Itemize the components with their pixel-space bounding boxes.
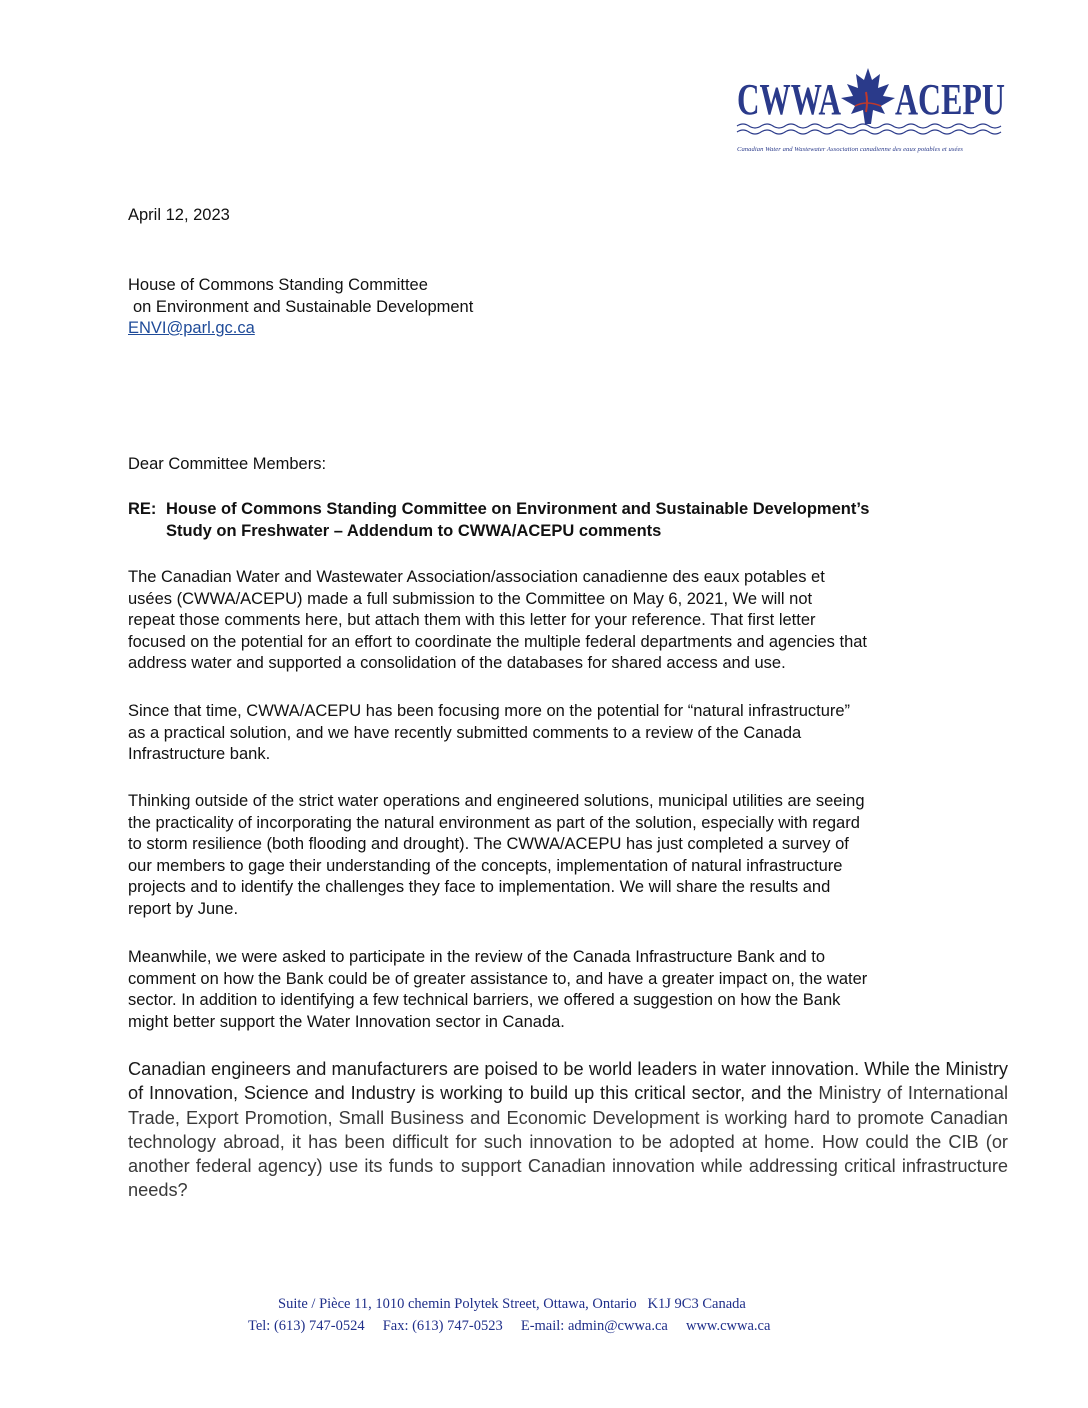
paragraph-line: report by June. (128, 899, 239, 918)
logo-graphic (735, 62, 1010, 146)
paragraph-line: comment on how the Bank could be of greater assistance to, and have a greater impact on, the water (128, 969, 868, 988)
subject-line-2: Study on Freshwater – Addendum to CWWA/ACEPU comments (166, 522, 662, 540)
paragraph-line: projects and to identify the challenges they face to implementation. We will share the results and (128, 878, 831, 897)
paragraph-natural-infrastructure (128, 701, 1008, 766)
paragraph-line: address water and supported a consolidation of the databases for shared access and use. (128, 654, 786, 673)
logo-left-text: CWWA (737, 75, 842, 124)
paragraph-line: might better support the Water Innovation sector in Canada. (128, 1012, 565, 1031)
paragraph-line: The Canadian Water and Wastewater Association/association canadienne des eaux potables et (128, 568, 825, 586)
recipient-address (128, 275, 473, 340)
paragraph-line: repeat those comments here, but attach them with this letter for your reference. That first letter (128, 611, 816, 630)
recipient-line-2: on Environment and Sustainable Development (133, 297, 474, 316)
logo-tagline: Canadian Water and Wastewater Association canadienne des eaux potables et usées (737, 146, 964, 153)
paragraph-submission (128, 567, 1008, 675)
paragraph-line: usées (CWWA/ACEPU) made a full submission to the Committee on May 6, 2021, We will not (128, 589, 813, 608)
paragraph-line: Infrastructure bank. (128, 745, 271, 764)
subject-line (128, 498, 1028, 542)
footer-contact: Tel: (613) 747-0524 Fax: (613) 747-0523 E-mail: admin@cwwa.ca www.cwwa.ca (248, 1318, 771, 1334)
letter-date: April 12, 2023 (128, 206, 230, 224)
paragraph-line: as a practical solution, and we have recently submitted comments to a review of the Canada (128, 723, 802, 742)
paragraph-line: to storm resilience (both flooding and drought). The CWWA/ACEPU has just completed a survey of (128, 835, 849, 854)
subject-label: RE: (128, 500, 157, 518)
paragraph-line: sector. In addition to identifying a few technical barriers, we offered a suggestion on how the Bank (128, 991, 841, 1010)
innovation-text-dark: Canadian engineers and manufacturers are poised to be world leaders in water innovation. While the Ministry of Innovation, Science and Industry is working to build up this critical sector, and the (128, 1059, 1008, 1104)
paragraph-line: Since that time, CWWA/ACEPU has been focusing more on the potential for “natural infrastructure” (128, 702, 851, 720)
cwwa-acepu-logo (735, 62, 1010, 162)
salutation: Dear Committee Members: (128, 455, 327, 473)
maple-leaf-icon (841, 68, 895, 124)
paragraph-line: the practicality of incorporating the natural environment as part of the solution, especially with regard (128, 813, 860, 832)
paragraph-line: Thinking outside of the strict water operations and engineered solutions, municipal utilities are seeing (128, 792, 865, 810)
paragraph-line: our members to gage their understanding of the concepts, implementation of natural infrastructure (128, 856, 843, 875)
paragraph-line: Meanwhile, we were asked to participate in the review of the Canada Infrastructure Bank and to (128, 948, 826, 966)
recipient-email-link[interactable]: ENVI@parl.gc.ca (128, 319, 255, 337)
wave-lines-icon (737, 124, 1001, 134)
paragraph-line: focused on the potential for an effort to coordinate the multiple federal departments and agencies that (128, 632, 868, 651)
paragraph-infrastructure-bank (128, 947, 1008, 1033)
paragraph-survey (128, 791, 1008, 921)
recipient-line-1: House of Commons Standing Committee (128, 276, 428, 294)
innovation-text-muted: Ministry of International Trade, Export Promotion, Small Business and Economic Development is working hard to promote Canadian technology abroad, it has been difficult for such innovation to be adopted at home. How could the CIB (or another federal agency) use its funds to support Canadian innovation while addressing critical infrastructure needs? (128, 1083, 1009, 1201)
footer-address: Suite / Pièce 11, 1010 chemin Polytek Street, Ottawa, Ontario K1J 9C3 Canada (278, 1296, 746, 1312)
paragraph-water-innovation (128, 1057, 1008, 1203)
subject-line-1: House of Commons Standing Committee on Environment and Sustainable Development’s (166, 500, 870, 518)
logo-right-text: ACEPU (895, 75, 1005, 124)
